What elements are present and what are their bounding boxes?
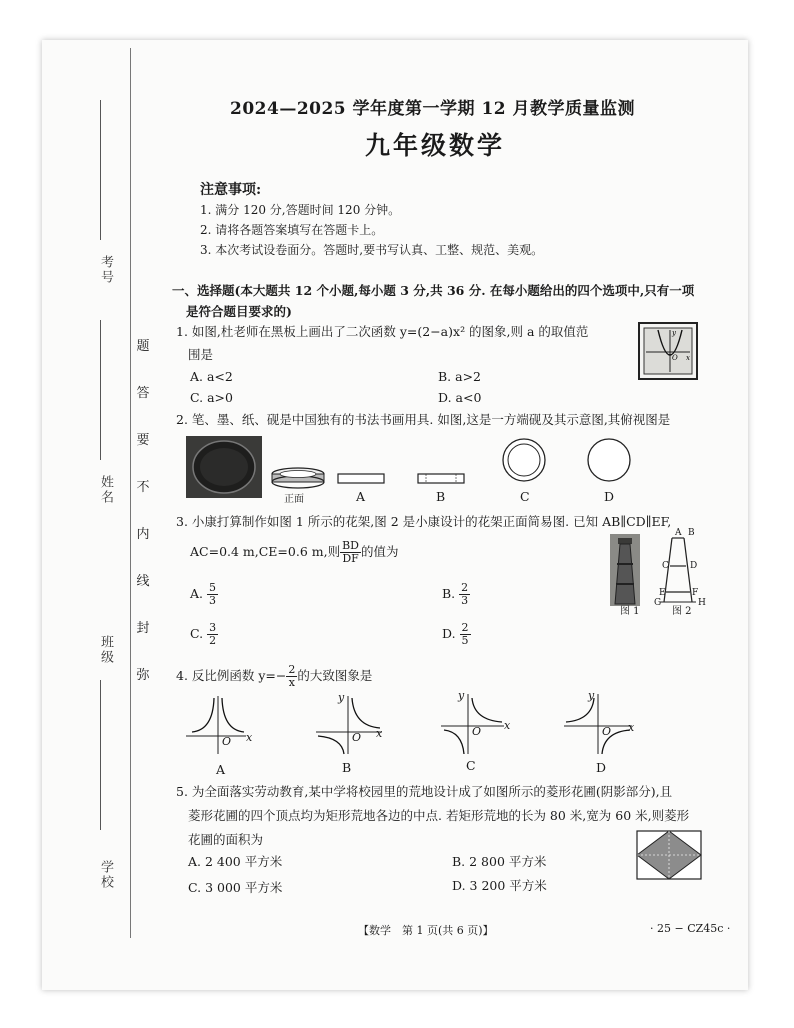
q4-a-origin: O: [222, 735, 232, 748]
q4-d-origin: O: [602, 725, 612, 738]
name-label: 姓名: [98, 475, 113, 505]
q3-option-d: [442, 622, 471, 647]
q4-c-y: y: [458, 689, 465, 702]
q4-c-x: x: [504, 719, 511, 732]
q4-den: x: [288, 676, 295, 689]
q3-option-a-num: 5: [209, 581, 216, 594]
q3-option-a-den: 3: [209, 594, 216, 607]
section1-line2: 是符合题目要求的): [186, 304, 292, 319]
q1-option-a: A. a<2: [190, 369, 233, 384]
q3-option-b-label: B.: [442, 586, 456, 601]
q3-option-b-num: 2: [461, 581, 469, 594]
seal-char: 不: [136, 480, 150, 495]
q3-line2-end: 的值为: [361, 544, 399, 559]
seal-char: 线: [136, 574, 150, 589]
q1-option-b: B. a>2: [438, 369, 482, 384]
q3-option-b: [442, 582, 470, 607]
exam-no-blank: [100, 100, 101, 240]
q4-graph-b: [316, 696, 382, 754]
class-label: 班级: [98, 635, 113, 665]
q3-point-c: C: [662, 561, 669, 571]
q2-figures: [186, 434, 646, 506]
binding-line: [130, 48, 131, 938]
q3-ratio-num: BD: [342, 539, 359, 552]
class-blank: [100, 680, 101, 830]
q1-line1: 1. 如图,杜老师在黑板上画出了二次函数 y=(2−a)x² 的图象,则 a 的取值范: [176, 324, 589, 339]
q5-line3: 花圃的面积为: [188, 832, 264, 847]
q1-blackboard-figure: [638, 322, 698, 380]
seal-char: 封: [136, 621, 150, 636]
q3-option-c-label: C.: [190, 626, 204, 641]
q3-point-h: H: [698, 598, 706, 608]
q4-text-b: 的大致图象是: [297, 668, 373, 683]
note-item: 2. 请将各题答案填写在答题卡上。: [200, 223, 384, 237]
q3-point-f: F: [692, 588, 699, 598]
q4-graph-a: [186, 696, 246, 754]
q2-label-b: B: [436, 489, 446, 504]
q4-b-y: y: [338, 691, 345, 704]
page-footer: 【数学 第 1 页(共 6 页)】: [358, 924, 494, 937]
q2-label-d: D: [604, 489, 615, 504]
note-item: 3. 本次考试设卷面分。答题时,要书写认真、工整、规范、美观。: [200, 243, 544, 257]
svg-text:y: y: [672, 329, 676, 337]
q3-point-e: E: [659, 588, 666, 598]
q1-line2: 围是: [188, 347, 214, 362]
q3-option-c-frac: [207, 622, 218, 647]
q4-graph-d: [564, 694, 635, 754]
q3-line1: 3. 小康打算制作如图 1 所示的花架,图 2 是小康设计的花架正面简易图. 已知 AB∥CD∥EF,: [176, 514, 672, 529]
q4-c-origin: O: [472, 725, 482, 738]
q4-label-d: D: [596, 760, 607, 775]
q4-fraction: [286, 664, 297, 689]
q3-option-d-frac: [460, 622, 471, 647]
q3-option-a: [190, 582, 218, 607]
paper-code: · 25 − CZ45c ·: [650, 922, 731, 935]
q3-fig2-caption: 图 2: [672, 606, 692, 617]
note-item: 1. 满分 120 分,答题时间 120 分钟。: [200, 203, 401, 217]
q3-option-c: [190, 622, 218, 647]
notes: [200, 180, 543, 260]
q4-graphs: [186, 692, 636, 758]
q3-option-d-den: 5: [461, 634, 469, 647]
q2-front-label: 正面: [284, 494, 304, 505]
q1-option-d: D. a<0: [438, 390, 482, 405]
q3-point-a: A: [675, 528, 682, 538]
q3-point-b: B: [688, 528, 695, 538]
seal-char: 要: [136, 433, 150, 448]
subject-title: 九年级数学: [365, 131, 506, 160]
q3-option-c-num: 3: [209, 621, 217, 634]
q1-option-c: C. a>0: [190, 390, 233, 405]
q4-text-a: 4. 反比例函数 y=−: [176, 668, 287, 683]
q3-option-b-den: 3: [461, 594, 469, 607]
q4-label-a: A: [216, 762, 226, 777]
q4-text: [176, 664, 372, 689]
q5-line2: 菱形花圃的四个顶点均为矩形荒地各边的中点. 若矩形荒地的长为 80 米,宽为 60 米,则菱形: [188, 808, 690, 823]
q3-ratio-fraction: [340, 540, 361, 565]
exam-title: 2024—2025 学年度第一学期 12 月教学质量监测: [230, 99, 636, 119]
q3-line2-text: AC=0.4 m,CE=0.6 m,则: [190, 544, 341, 559]
notes-heading: 注意事项:: [200, 182, 262, 198]
q3-option-d-num: 2: [461, 621, 469, 634]
school-label: 学校: [98, 860, 113, 890]
q4-b-x: x: [376, 727, 383, 740]
seal-char: 内: [136, 527, 150, 542]
q3-line2: [190, 540, 399, 565]
name-blank: [100, 320, 101, 460]
q2-text: 2. 笔、墨、纸、砚是中国独有的书法书画用具. 如图,这是一方端砚及其示意图,其俯视图是: [176, 412, 671, 427]
q3-option-a-label: A.: [190, 586, 204, 601]
q4-num: 2: [288, 663, 296, 676]
q3-option-b-frac: [459, 582, 470, 607]
q5-option-c: C. 3 000 平方米: [188, 880, 283, 895]
exam-no-label: 考号: [98, 255, 113, 285]
q3-option-d-label: D.: [442, 626, 456, 641]
q4-d-x: x: [628, 721, 635, 734]
q5-option-a: A. 2 400 平方米: [188, 854, 283, 869]
q3-option-a-frac: [207, 582, 218, 607]
q3-ratio-den: DF: [342, 552, 359, 565]
seal-char: 弥: [136, 668, 150, 683]
seal-char: 题: [136, 339, 150, 354]
q4-label-b: B: [342, 760, 352, 775]
svg-text:O: O: [672, 354, 678, 362]
q2-label-a: A: [356, 489, 366, 504]
q4-label-c: C: [466, 758, 476, 773]
svg-text:x: x: [686, 354, 690, 362]
q5-line1: 5. 为全面落实劳动教育,某中学将校园里的荒地设计成了如图所示的菱形花圃(阴影部分),且: [176, 784, 673, 799]
q5-rhombus-figure: [636, 830, 702, 880]
q5-option-d: D. 3 200 平方米: [452, 878, 547, 893]
section1-line1: 一、选择题(本大题共 12 个小题,每小题 3 分,共 36 分. 在每小题给出的四个选项中,只有一项: [172, 283, 695, 298]
q4-b-origin: O: [352, 731, 362, 744]
q4-d-y: y: [588, 689, 595, 702]
q3-point-g: G: [654, 598, 662, 608]
q3-option-c-den: 2: [209, 634, 217, 647]
seal-warning: [136, 335, 150, 683]
q4-a-x: x: [246, 731, 253, 744]
q3-fig1-caption: 图 1: [620, 606, 640, 617]
q3-point-d: D: [690, 561, 698, 571]
q5-option-b: B. 2 800 平方米: [452, 854, 547, 869]
q2-label-c: C: [520, 489, 530, 504]
seal-char: 答: [136, 386, 150, 401]
